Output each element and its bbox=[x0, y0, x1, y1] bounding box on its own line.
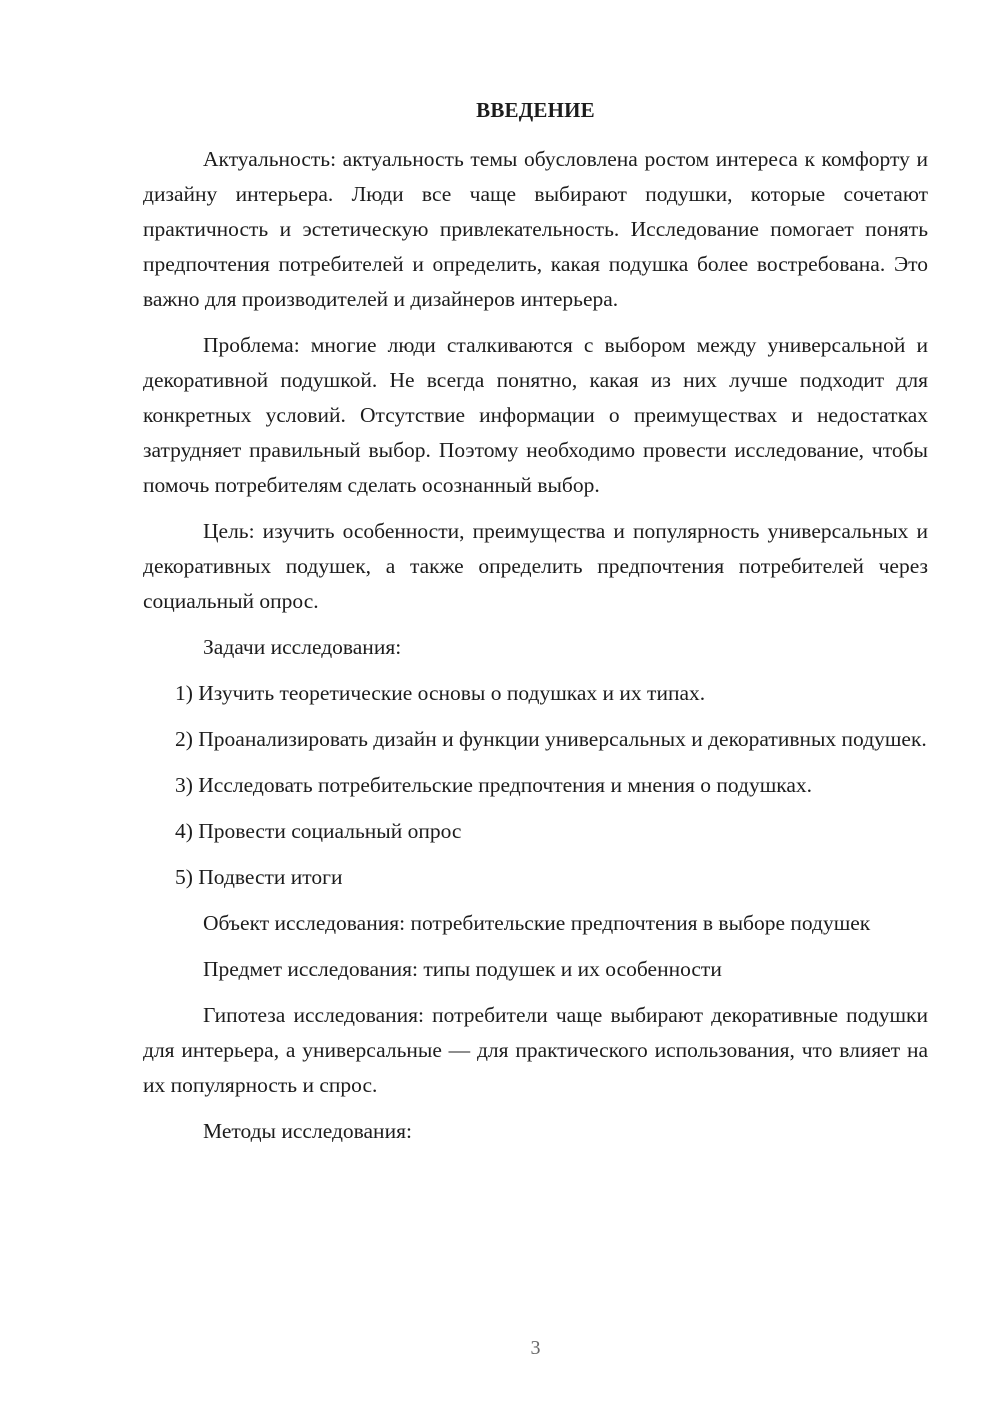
page-number: 3 bbox=[530, 1337, 541, 1359]
paragraph-tasks-heading: Задачи исследования: bbox=[203, 635, 402, 659]
document-body bbox=[143, 142, 928, 1160]
paragraph-goal: Цель: изучить особенности, преимущества и популярность универсальных и декоративных подушек, а также определить предпочтения потребителей через социальный опрос. bbox=[143, 519, 928, 613]
section-heading: ВВЕДЕНИЕ bbox=[476, 98, 595, 122]
task-item: 4) Провести социальный опрос bbox=[175, 819, 462, 843]
paragraph-object: Объект исследования: потребительские предпочтения в выборе подушек bbox=[203, 911, 871, 935]
task-item: 1) Изучить теоретические основы о подушках и их типах. bbox=[175, 681, 706, 705]
paragraph-problem: Проблема: многие люди сталкиваются с выбором между универсальной и декоративной подушкой. Не всегда понятно, какая из них лучше подходит для конкретных условий. Отсутствие информации о преимуществах и недостатках затрудняет правильный выбор. Поэтому необходимо провести исследование, чтобы помочь потребителям сделать осознанный выбор. bbox=[143, 333, 928, 497]
paragraph-relevance: Актуальность: актуальность темы обусловлена ростом интереса к комфорту и дизайну интерьера. Люди все чаще выбирают подушки, которые сочетают практичность и эстетическую привлекательность. Исследование помогает понять предпочтения потребителей и определить, какая подушка более востребована. Это важно для производителей и дизайнеров интерьера. bbox=[143, 147, 928, 311]
paragraph-subject: Предмет исследования: типы подушек и их особенности bbox=[203, 957, 722, 981]
paragraph-methods: Методы исследования: bbox=[203, 1119, 412, 1143]
task-item: 3) Исследовать потребительские предпочтения и мнения о подушках. bbox=[175, 773, 813, 797]
paragraph-hypothesis: Гипотеза исследования: потребители чаще выбирают декоративные подушки для интерьера, а универсальные — для практического использования, что влияет на их популярность и спрос. bbox=[143, 1003, 928, 1097]
task-item: 2) Проанализировать дизайн и функции универсальных и декоративных подушек. bbox=[175, 727, 927, 751]
task-item: 5) Подвести итоги bbox=[175, 865, 343, 889]
